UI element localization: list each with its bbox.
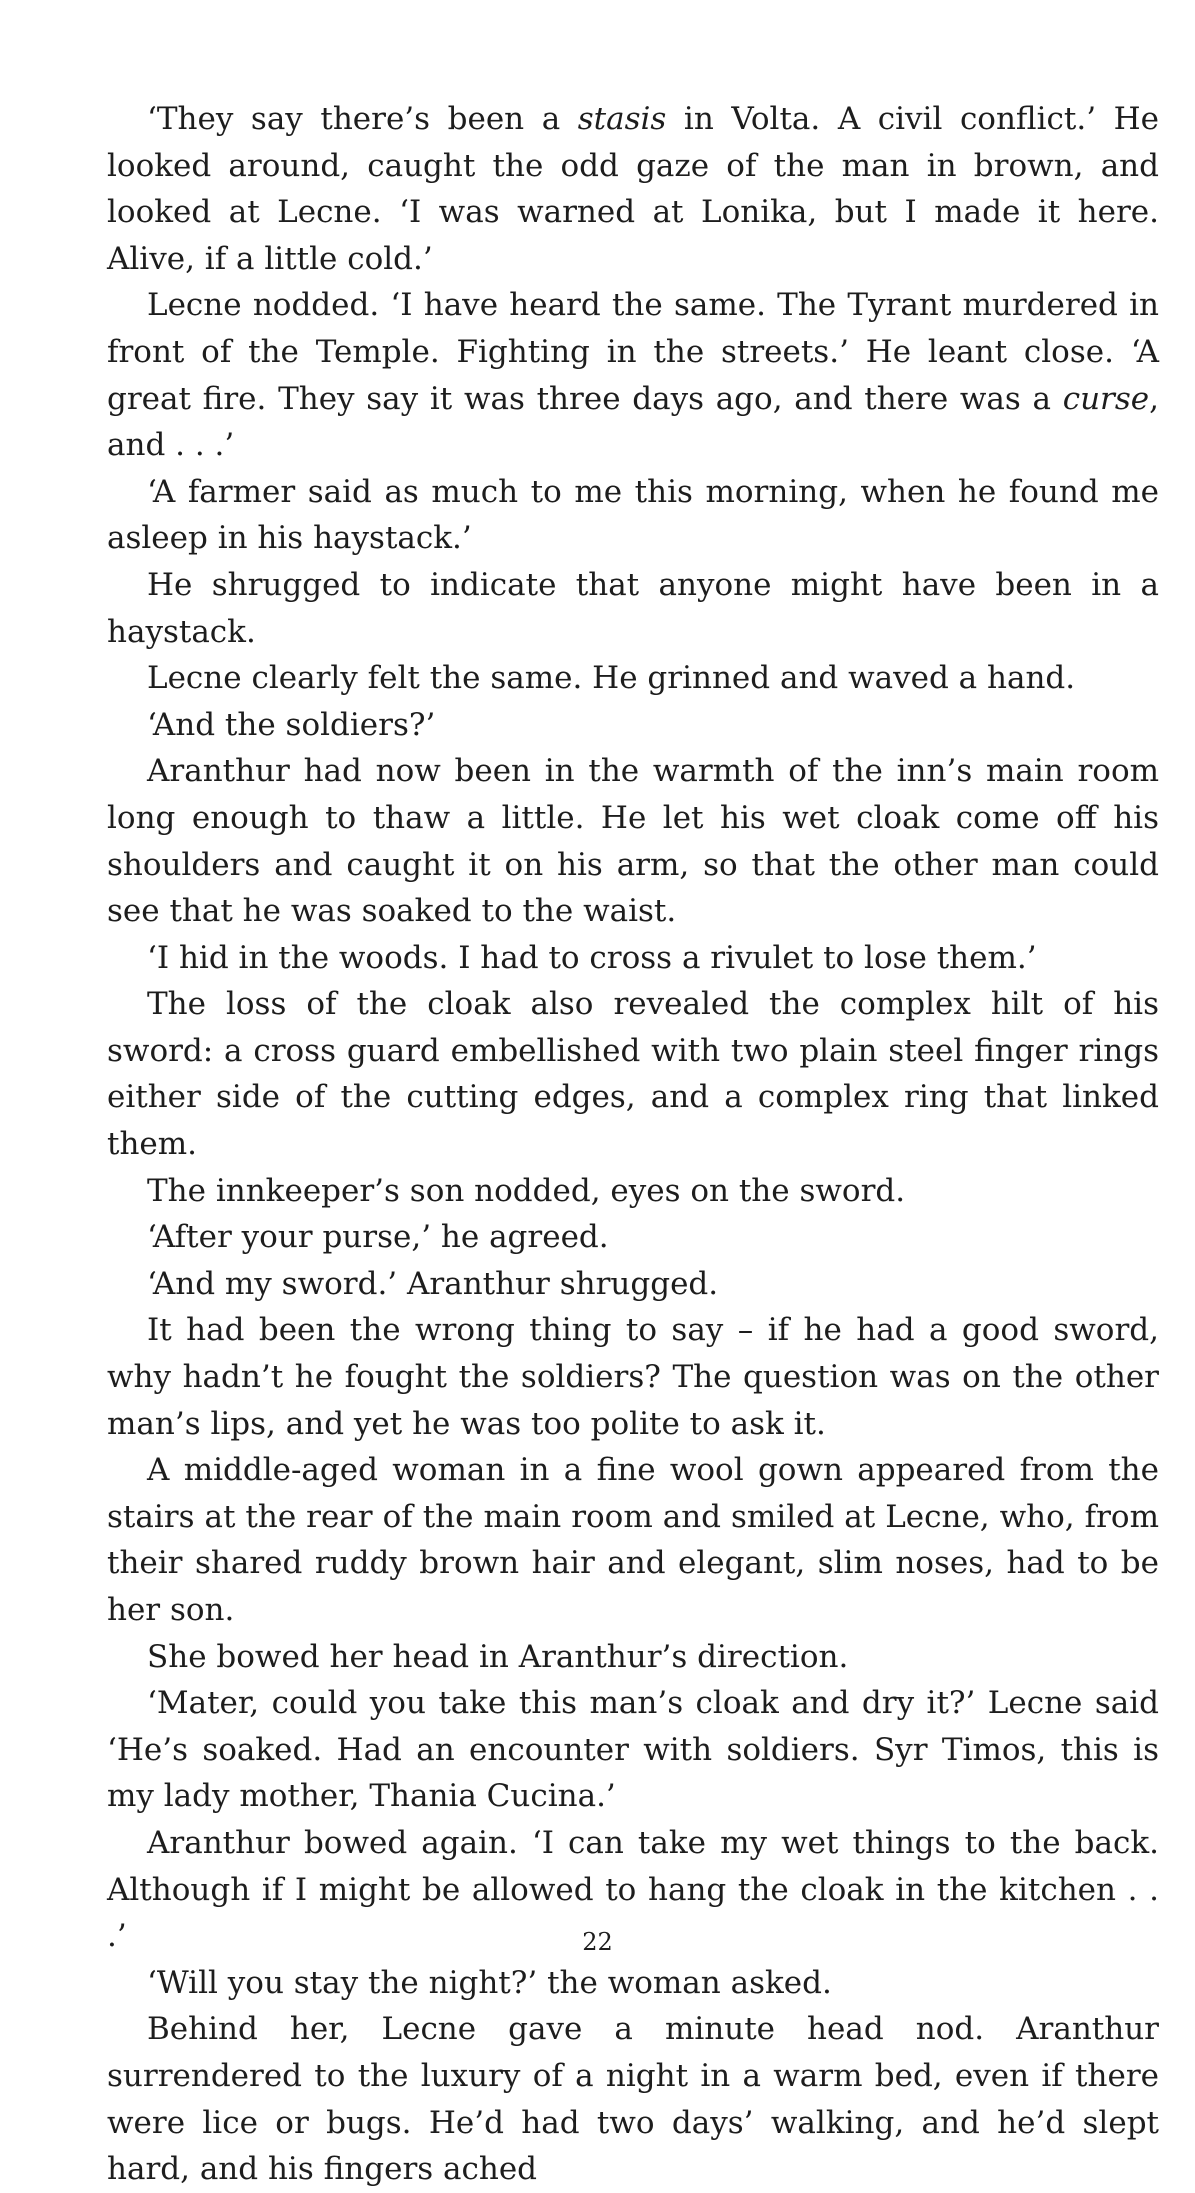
paragraph: Aranthur bowed again. ‘I can take my wet things to the back. Although if I might be allowed to hang the cloak in the kitchen . . .’ [107, 1824, 1159, 1955]
paragraph: ‘After your purse,’ he agreed. [147, 1219, 609, 1256]
paragraph: ‘And my sword.’ Aranthur shrugged. [147, 1265, 719, 1302]
paragraph: ‘Mater, could you take this man’s cloak and dry it?’ Lecne said ‘He’s soaked. Had an encounter with soldiers. Syr Timos, this is my lady mother, Thania Cucina.’ [107, 1685, 1159, 1815]
paragraph: Lecne nodded. ‘I have heard the same. The Tyrant murdered in front of the Temple. Fighting in the streets.’ He leant close. ‘A great fire. They say it was three days ago, and there was a curse, and . . .’ [107, 287, 1159, 464]
paragraph: Aranthur had now been in the warmth of the inn’s main room long enough to thaw a little. He let his wet cloak come off his shoulders and caught it on his arm, so that the other man could see that he was soaked to the waist. [107, 753, 1159, 930]
paragraph: The loss of the cloak also revealed the complex hilt of his sword: a cross guard embellished with two plain steel finger rings either side of the cutting edges, and a complex ring that linked them. [107, 986, 1159, 1163]
paragraph: Behind her, Lecne gave a minute head nod. Aranthur surrendered to the luxury of a night in a warm bed, even if there were lice or bugs. He’d had two days’ walking, and he’d slept hard, and his fingers ached [107, 2011, 1159, 2188]
body-text [107, 96, 1159, 2193]
paragraph: He shrugged to indicate that anyone might have been in a haystack. [107, 566, 1159, 650]
page-number: 22 [582, 1928, 613, 1956]
paragraph: ‘Will you stay the night?’ the woman asked. [147, 1964, 832, 2001]
paragraph: She bowed her head in Aranthur’s direction. [147, 1638, 849, 1675]
paragraph: ‘I hid in the woods. I had to cross a rivulet to lose them.’ [147, 939, 1037, 976]
paragraph: ‘A farmer said as much to me this morning, when he found me asleep in his haystack.’ [107, 473, 1159, 557]
paragraph: ‘And the soldiers?’ [147, 706, 436, 743]
paragraph: It had been the wrong thing to say – if he had a good sword, why hadn’t he fought the soldiers? The question was on the other man’s lips, and yet he was too polite to ask it. [107, 1312, 1159, 1442]
paragraph: Lecne clearly felt the same. He grinned and waved a hand. [147, 660, 1076, 697]
paragraph: The innkeeper’s son nodded, eyes on the sword. [147, 1172, 906, 1209]
paragraph: ‘They say there’s been a stasis in Volta. A civil conflict.’ He looked around, caught the odd gaze of the man in brown, and looked at Lecne. ‘I was warned at Lonika, but I made it here. Alive, if a little cold.’ [107, 101, 1159, 277]
paragraph: A middle-aged woman in a fine wool gown appeared from the stairs at the rear of the main room and smiled at Lecne, who, from their shared ruddy brown hair and elegant, slim noses, had to be her son. [107, 1452, 1159, 1628]
